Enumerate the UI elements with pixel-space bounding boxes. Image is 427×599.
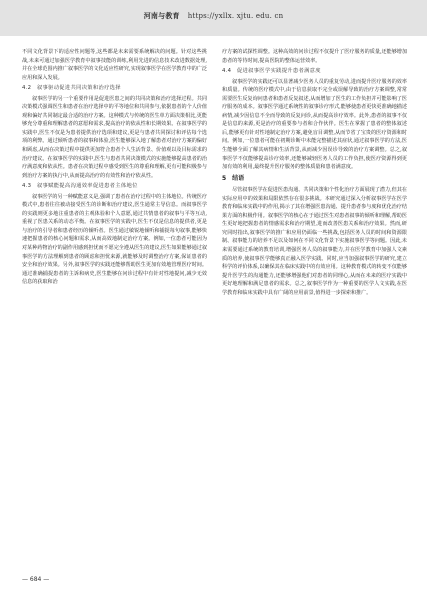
- header-line: [0, 11, 427, 21]
- paragraph: 不同文化背景下的适应性问题等,这些都是未来需要系统解决的问题。针对这些挑战,未来可通过加强医学教育中叙事技能的训练,利用先进的信息技术改进数据处理,并在全球范围内推广叙事医学的文化适应性研究,实现叙事医学在医学教育中的广泛应用和深入发展。: [22, 49, 207, 81]
- section-heading: 4.2 叙事驱动促进共同决策和治疗选择: [22, 85, 121, 92]
- right-column: [222, 48, 407, 297]
- paragraph: 尽管叙事医学在促进医患沟通、共同决策和个性化治疗方面展现了潜力,但其在实际应用中的效果和局限依然存在很多挑战。本研究通过深入分析叙事医学在医学教育和临床实践中的作用,揭示了其在增强医患沟通、提升患者参与度和优化治疗结果方面的积极作用。叙事医学的核心在于通过医生对患者叙事的倾听和理解,帮助医生更好地把握患者的情感需求和治疗期望,进而改善医患关系和治疗效果。然而,研究同时指出,叙事医学的推广和应用仍面临一些挑战,包括医务人员的时间和资源限制、叙事能力的培养不足以及如何在不同文化背景下实施叙事医学等问题。因此,未来需要通过系统的教育培训,增强医务人员的叙事能力,并在医学教育中加强人文素质的培养,使叙事医学能够真正融入医学实践。同时,应当加强叙事医学的研究,建立科学的评价体系,以确保其在临床实践中的有效应用。这种教育模式的转变不仅能够提升医学生的沟通能力,还能够增强他们对患者的同理心,从而在未来的医疗实践中更好地理解和满足患者的需求。总之,叙事医学作为一种重要的医学人文实践,在医学教育和临床实践中具有广阔的应用前景,值得进一步探索和推广。: [222, 187, 407, 296]
- journal-header: [0, 0, 427, 36]
- section-heading-conclusion: 5 结语: [222, 174, 245, 182]
- left-column: [22, 48, 207, 287]
- paragraph: 叙事医学的实践还可以显著减少医务人员的重复劳动,进而提升医疗服务的效率和质量。传统的医疗模式中,由于信息获取不完全或误解导致的治疗方案调整,常常需要医生反复询问患者和患者反复叙述,从而增加了医生的工作负担并可能影响了医疗服务的成本。叙事医学通过系统性的叙事诊疗形式,能够使患者更快更准确地描述病情,减少因信息不全而导致的反复问诊,从而提高诊疗效率。此外,患者的叙事不仅是信息的来源,更是治疗的重要参与者和合作伙伴。医生在掌握了患者的整体叙述后,能够更有针对性地制定治疗方案,避免盲目调整,从而节省了宝贵的医疗资源和时间。例如,一位患者可能在初期诊断中未能完整描述其症状,通过叙事医学的方法,医生能够全面了解其病情和生活背景,从而减少因误诊导致的治疗方案调整。总之,叙事医学不仅能够提高诊疗效率,还能够减轻医务人员的工作负担,使医疗资源得到更加有效的利用,最终提升医疗服务的整体质量和患者满意度。: [222, 78, 407, 171]
- paragraph: 疗方案的试探性调整。这种高效的问诊过程不仅提升了医疗服务的质量,还能够增加患者的等待时间,提高医院的整体运营效率。: [222, 49, 407, 64]
- section-heading: 4.3 叙事赋能提高沟通效率促进患者主体地位: [22, 183, 138, 190]
- paragraph: 叙事医学的另一个重要作用是促进医患之间的共同决策和治疗选择过程。共同决策模式强调医生和患者在治疗选择中的平等地位和共同参与,依据患者的个人价值观和偏好共同制定最合适的治疗方案。这种模式与传统的医生单方面决策相比,更能够充分尊重和理解患者的意愿和需求,提高治疗的依从性和长期效果。在叙事医学的实践中,医生不仅是为患者提供治疗选项和建议,更是与患者共同探讨和评估每个选项的利弊。通过倾听患者的叙事和体验,医生能够深入地了解患者对治疗方案的偏好和顾虑,从而在决策过程中提供更加符合患者个人生活背景、价值观以及目标需求的治疗建议。在叙事医学的实践中,医生与患者共同决策模式的实施能够提高患者的治疗满意度和依从性。患者在决策过程中感受到医生的尊重和理解,更有可能积极参与到治疗方案的执行中,从而提高治疗的有效性和治疗依从性。: [22, 95, 207, 179]
- section-heading: 4.4 促进叙事医学实践提升患者满意度: [222, 68, 321, 75]
- page-number: — 684 —: [22, 576, 50, 583]
- paragraph: 叙事医学的另一种赋能意义是,强调了患者在治疗过程中的主体地位。传统医疗模式中,患者往往被动接受医生的诊断和治疗建议,医生通常主导信息。而叙事医学的实践则更多地注重患者的主观体验和个人意愿,通过共情患者的叙事与平等互动,重视了医患关系的动态平衡。在叙事医学的实践中,医生不仅是信息的提供者,更是与治疗的引导者和患者经历的倾听者。医生通过敏锐地倾听和捕捉每句叙事,能够快速把握患者的核心问题和需求,从而高效地制定治疗方案。例如,一位患者可能因为对某种药物治疗的副作用感到担忧而不愿完全遵从医生的建议,医生如果能够通过叙事医学的方法理解到患者的顾虑和担忧来源,就能够及时调整治疗方案,保证患者的安全和治疗效果。另外,叙事医学的实践还能够帮助医生更加有效地管理医疗时间。通过准确捕捉患者的主诉和病史,医生能够在问诊过程中有针对性地提问,减少无效信息的获取和治: [22, 193, 207, 286]
- journal-name: 河南与教育: [143, 11, 180, 20]
- journal-url[interactable]: https://yxllx. xjtu. edu. cn: [187, 12, 284, 20]
